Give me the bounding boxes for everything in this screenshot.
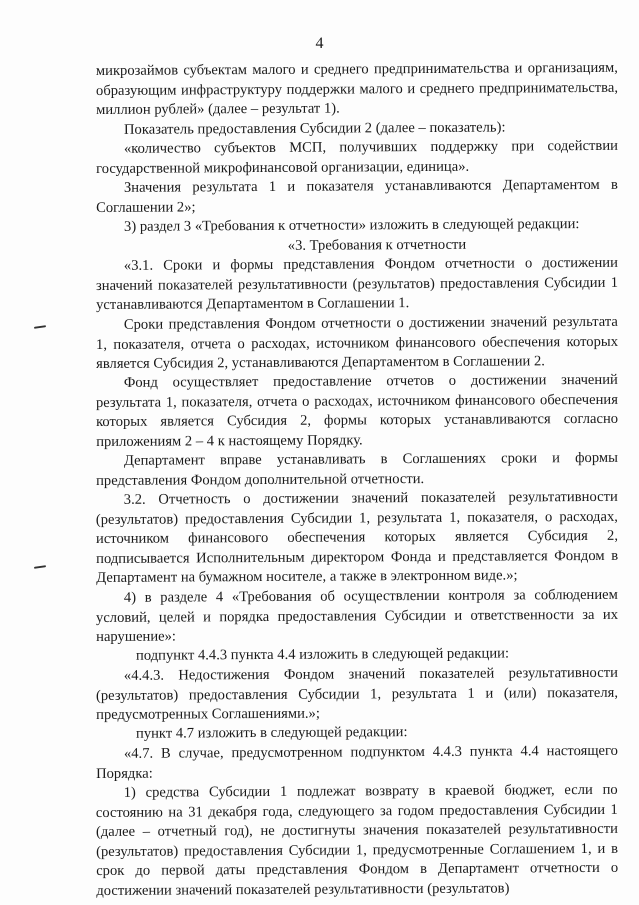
margin-pen-mark [34,325,46,329]
paragraph: «4.4.3. Недостижения Фондом значений показателей результативности (результатов) предоставления Субсидии 1, результата 1 и (или) показателя, предусмотренных Соглашениями.»; [95,664,619,723]
paragraph: Показатель предоставления Субсидии 2 (далее – показатель): [123,118,506,138]
paragraph: 3) раздел 3 «Требования к отчетности» изложить в следующей редакции: [123,216,580,235]
margin-pen-mark [34,565,46,569]
paragraph: Департамент вправе устанавливать в Соглашениях сроки и формы представления Фондом дополнительной отчетности. [96,449,618,489]
paragraph: «3.1. Сроки и формы представления Фондом отчетности о достижении значений показателей результативности (результатов) предоставления Субсидии 1 устанавливаются Департаментом в Соглашении 1. [95,254,619,313]
section-heading: «3. Требования к отчетности [287,236,467,254]
paragraph: Фонд осуществляет предоставление отчетов о достижении значений результата 1, показателя, отчета о расходах, источником финансового обеспечения которых является Субсидия 2, формы которых устанавливаются согласно приложениям 2 – 4 к настоящему Порядку. [95,371,619,450]
page-number: 4 [315,35,324,52]
paragraph: «количество субъектов МСП, получивших поддержку при содействии государственной микрофинансовой организации, единица». [96,137,618,177]
paragraph: Значения результата 1 и показателя устанавливаются Департаментом в Соглашении 2»; [96,176,618,216]
paragraph: 3.2. Отчетность о достижении значений показателей результативности (результатов) предоставления Субсидии 1, результата 1, показателя, о расходах, источником финансового обеспечения которых является Субсидия 2, подписывается Исполнительным директором Фонда и представляется Фондом в Департамент на бумажном носителе, а также в электронном виде.»; [95,488,619,586]
paragraph: микрозаймов субъектам малого и среднего предпринимательства и организациям, образующим инфраструктуру поддержки малого и среднего предпринимательства, миллион рублей» (далее – результат 1). [95,59,619,118]
paragraph: 1) средства Субсидии 1 подлежат возврату в краевой бюджет, если по состоянию на 31 декабря года, следующего за годом предоставления Субсидии 1 (далее – отчетный год), не достигнуты значения показателей результативности (результатов) предоставления Субсидии 1, предусмотренные Соглашением 1, и в срок до первой даты представления Фондом в Департамент отчетности о достижении значений показателей результативности (результатов) [95,781,619,898]
paragraph: пункт 4.7 изложить в следующей редакции: [135,724,408,742]
paragraph: Сроки представления Фондом отчетности о достижении значений результата 1, показателя, отчета о расходах, источником финансового обеспечения которых является Субсидия 2, устанавливаются Департаментом в Соглашении 2. [95,313,619,372]
paragraph: 4) в разделе 4 «Требования об осуществлении контроля за соблюдением условий, целей и порядка предоставления Субсидии и ответственности за их нарушение»: [95,586,619,645]
paragraph: подпункт 4.4.3 пункта 4.4 изложить в следующей редакции: [135,645,510,664]
document-body [95,59,619,901]
paragraph: «4.7. В случае, предусмотренном подпунктом 4.4.3 пункта 4.4 настоящего Порядка: [96,742,618,781]
